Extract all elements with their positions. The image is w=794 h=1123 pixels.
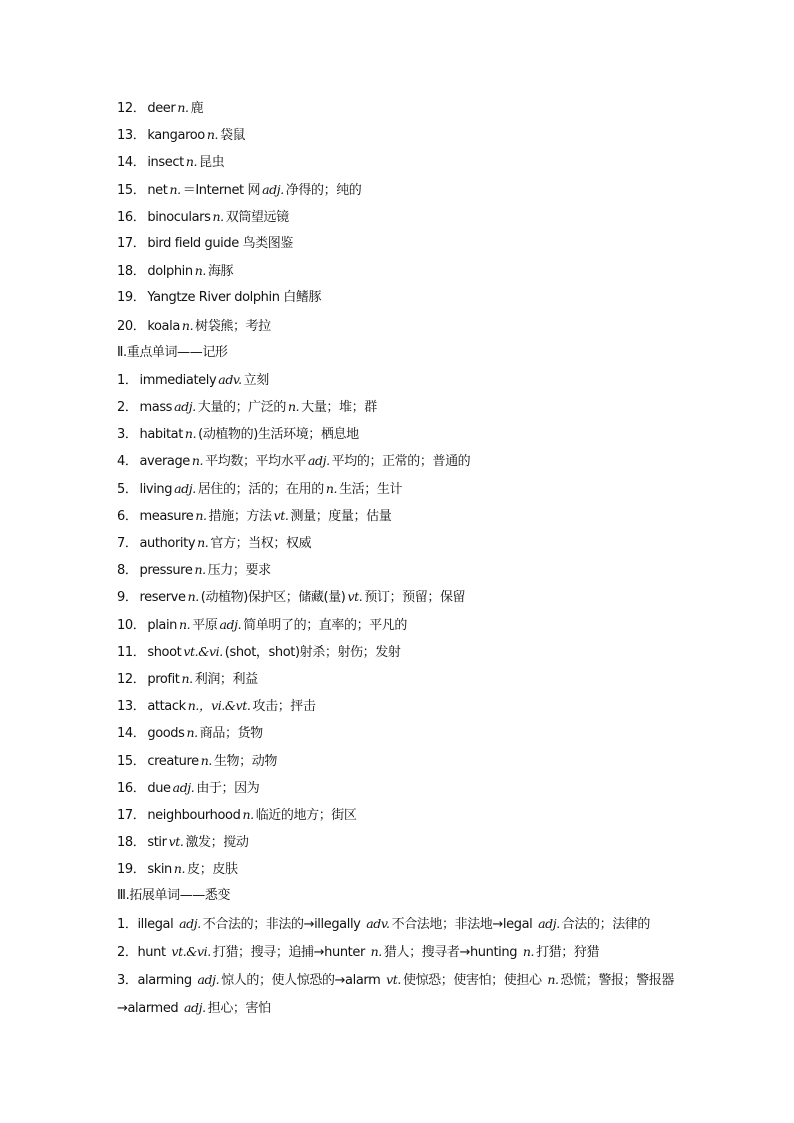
entry-meaning: 大量的；广泛的	[197, 400, 286, 416]
entry-number: 14．	[117, 155, 146, 171]
part-of-speech: vt.	[347, 589, 363, 605]
vocab-entry	[117, 366, 717, 393]
entry-meaning: 平原	[192, 617, 218, 633]
part-of-speech: vt.&vi.	[171, 943, 211, 959]
entry-meaning: 平均的；正常的；普通的	[331, 454, 471, 470]
vocab-entry	[117, 447, 717, 474]
entry-text: 猎人；搜寻者→hunting	[383, 944, 521, 960]
entry-meaning: (动植物)保护区；储藏(量)	[200, 590, 346, 606]
entry-meaning: 官方；当权；权威	[210, 536, 312, 551]
entry-number: 6．	[117, 508, 138, 524]
entry-number: 3．	[117, 427, 138, 443]
part-of-speech: n.	[194, 263, 206, 279]
entry-number: 4．	[117, 454, 138, 470]
vocab-entry	[117, 121, 717, 148]
vocab-entry	[117, 611, 717, 638]
entry-number: 11．	[117, 644, 146, 660]
entry-meaning: 措施；方法	[208, 508, 272, 524]
entry-number: 18．	[117, 835, 146, 851]
entry-meaning: 由于；因为	[196, 780, 260, 796]
vocab-entry	[117, 312, 717, 339]
entry-number: 16．	[117, 209, 146, 225]
entry-word: immediately	[139, 372, 217, 388]
vocab-entry-extended	[117, 966, 717, 1022]
vocab-entry	[117, 502, 717, 529]
entry-meaning: 鹿	[190, 101, 204, 116]
entry-word: deer	[147, 101, 176, 116]
part-of-speech: n.	[181, 670, 193, 686]
entry-text: 1．illegal	[117, 916, 178, 932]
entry-text: 不合法地；非法地→legal	[391, 916, 537, 932]
part-of-speech: adj.	[174, 480, 196, 496]
entry-text: 不合法的；非法的→illegally	[202, 916, 365, 932]
entry-number: 15．	[117, 182, 146, 198]
entry-number: 16．	[117, 780, 146, 796]
entry-meaning: 攻击；抨击	[252, 699, 316, 715]
entry-word: stir	[147, 835, 167, 851]
entry-word: kangaroo	[147, 128, 205, 144]
entry-number: 19．	[117, 862, 146, 878]
part-of-speech: n.	[522, 943, 535, 959]
entry-text: 惊人的；使人惊恐的→alarm	[221, 973, 385, 989]
part-of-speech: n.	[287, 399, 300, 415]
part-of-speech: adj.	[172, 779, 195, 795]
part-of-speech: n.	[325, 480, 338, 496]
part-of-speech: n.	[173, 861, 186, 877]
part-of-speech: n.	[547, 972, 559, 988]
entry-word: plain	[147, 617, 178, 633]
vocab-entry	[117, 638, 717, 665]
vocab-entry	[117, 747, 717, 774]
vocab-entry	[117, 556, 717, 583]
entry-meaning: (shot，shot)射杀；射伤；发射	[224, 644, 401, 660]
vocab-entry	[117, 94, 717, 121]
vocab-entry	[117, 719, 717, 746]
section-heading-extended-words: Ⅲ.拓展单词——悉变	[117, 888, 231, 904]
part-of-speech: n.	[181, 317, 194, 333]
entry-number: 1．	[117, 372, 138, 388]
vocab-entry	[117, 176, 717, 203]
entry-word: dolphin	[147, 264, 193, 280]
entry-meaning: 昆虫	[199, 155, 225, 171]
entry-meaning: 生物；动物	[213, 753, 277, 769]
vocab-entry	[117, 583, 717, 610]
entry-number: 12．	[117, 671, 146, 687]
entry-word: reserve	[139, 590, 186, 606]
part-of-speech: n.	[177, 100, 189, 115]
entry-meaning: 树袋熊；考拉	[195, 318, 271, 334]
vocab-entry	[117, 284, 717, 311]
section-heading-key-words: Ⅱ.重点单词——记形	[117, 344, 228, 360]
vocab-entry	[117, 529, 717, 556]
vocabulary-list-key-words	[117, 366, 717, 883]
entry-word: living	[139, 481, 173, 497]
entry-word: creature	[147, 753, 199, 769]
entry-word: skin	[147, 862, 172, 878]
vocabulary-list-part1	[117, 94, 717, 339]
part-of-speech: n.	[187, 589, 199, 605]
part-of-speech: n.	[370, 943, 382, 959]
vocab-entry-extended	[117, 938, 717, 966]
vocab-entry	[117, 230, 717, 257]
entry-meaning: ＝Internet 网	[182, 182, 261, 198]
entry-word: attack	[147, 699, 186, 715]
entry-meaning: 利润；利益	[194, 671, 258, 687]
document-body	[117, 94, 717, 1022]
vocab-entry-extended	[117, 910, 717, 938]
entry-number: 19．	[117, 290, 146, 306]
part-of-speech: n.	[169, 181, 181, 197]
part-of-speech: n.	[212, 208, 224, 224]
part-of-speech: n.	[191, 453, 204, 469]
entry-number: 13．	[117, 128, 146, 144]
entry-text: 恐慌；警报；警报器→alarmed	[117, 973, 674, 1017]
vocab-entry	[117, 203, 717, 230]
part-of-speech: adj.	[307, 453, 330, 469]
vocab-entry	[117, 257, 717, 284]
entry-word: net	[147, 182, 168, 198]
entry-word: habitat	[139, 427, 183, 443]
entry-meaning: 预订；预留；保留	[364, 590, 466, 606]
part-of-speech: adj.	[538, 915, 560, 931]
entry-number: 14．	[117, 726, 146, 742]
part-of-speech: vt.	[386, 972, 401, 988]
entry-number: 13．	[117, 699, 146, 715]
entry-word: profit	[147, 671, 180, 687]
entry-meaning: 净得的；纯的	[285, 182, 362, 198]
entry-meaning: 立刻	[243, 372, 269, 388]
entry-word: koala	[147, 318, 180, 334]
entry-word: shoot	[147, 644, 182, 660]
entry-meaning: 压力；要求	[207, 563, 271, 579]
entry-text: 担心；害怕	[207, 1001, 271, 1017]
entry-meaning: 海豚	[207, 264, 234, 280]
part-of-speech: adj.	[219, 616, 242, 632]
entry-word: goods	[147, 726, 185, 742]
part-of-speech: adj.	[184, 1000, 206, 1016]
entry-meaning: 商品；货物	[199, 726, 263, 742]
entry-word: bird field guide 鸟类图鉴	[147, 235, 293, 251]
entry-meaning: 测量；度量；估量	[290, 508, 392, 524]
entry-word: mass	[139, 400, 173, 416]
entry-number: 10．	[117, 617, 146, 633]
entry-text: 使惊恐；使害怕；使担心	[402, 973, 546, 989]
vocab-entry	[117, 420, 717, 447]
part-of-speech: n.，vi.&vt.	[187, 698, 251, 714]
entry-word: average	[139, 454, 190, 470]
entry-number: 20．	[117, 318, 146, 334]
entry-number: 2．	[117, 400, 138, 416]
entry-number: 5．	[117, 481, 138, 497]
part-of-speech: n.	[242, 806, 254, 822]
part-of-speech: n.	[186, 725, 198, 741]
part-of-speech: n.	[206, 127, 219, 143]
vocab-entry	[117, 393, 717, 420]
vocab-entry	[117, 148, 717, 175]
entry-text: 2．hunt	[117, 944, 170, 960]
vocab-entry	[117, 828, 717, 855]
part-of-speech: vt.&vi.	[183, 643, 223, 659]
part-of-speech: n.	[194, 562, 206, 578]
entry-meaning: 平均数；平均水平	[205, 454, 306, 470]
entry-word: insect	[147, 155, 184, 171]
entry-text: 打猎；搜寻；追捕→hunter	[212, 944, 369, 960]
part-of-speech: adv.	[366, 915, 390, 931]
entry-number: 18．	[117, 264, 146, 280]
vocabulary-list-extended-words	[117, 910, 717, 1023]
entry-meaning: 临近的地方；街区	[255, 807, 357, 823]
vocab-entry	[117, 475, 717, 502]
entry-number: 12．	[117, 101, 146, 116]
entry-meaning: 皮；皮肤	[187, 862, 238, 878]
part-of-speech: adv.	[218, 371, 242, 387]
entry-text: 3．alarming	[117, 973, 196, 989]
part-of-speech: n.	[179, 616, 191, 632]
part-of-speech: adj.	[197, 972, 220, 988]
entry-number: 9．	[117, 590, 138, 606]
part-of-speech: n.	[200, 752, 212, 768]
entry-word: binoculars	[147, 209, 211, 225]
entry-meaning: 大量；堆；群	[301, 400, 377, 416]
part-of-speech: adj.	[179, 915, 201, 931]
entry-meaning: (动植物的)生活环境；栖息地	[198, 427, 359, 443]
entry-word: authority	[139, 536, 196, 551]
vocab-entry	[117, 855, 717, 882]
entry-meaning: 袋鼠	[220, 128, 246, 144]
part-of-speech: n.	[197, 535, 209, 550]
part-of-speech: n.	[185, 154, 198, 170]
entry-word: pressure	[139, 563, 193, 579]
entry-number: 7．	[117, 536, 138, 551]
entry-word: measure	[139, 508, 194, 524]
entry-word: neighbourhood	[147, 807, 241, 823]
entry-number: 15．	[117, 753, 146, 769]
vocab-entry	[117, 692, 717, 719]
part-of-speech: vt.	[273, 507, 289, 523]
entry-word: due	[147, 780, 171, 796]
part-of-speech: adj.	[262, 181, 284, 197]
entry-number: 8．	[117, 563, 138, 579]
part-of-speech: vt.	[168, 834, 184, 850]
part-of-speech: adj.	[174, 399, 196, 415]
entry-meaning: 居住的；活的；在用的	[197, 481, 324, 497]
entry-text: 打猎；狩猎	[536, 944, 600, 960]
vocab-entry	[117, 774, 717, 801]
entry-word: Yangtze River dolphin 白鳍豚	[147, 290, 322, 306]
entry-number: 17．	[117, 807, 146, 823]
part-of-speech: n.	[184, 426, 197, 442]
vocab-entry	[117, 801, 717, 828]
entry-meaning: 激发；搅动	[185, 835, 249, 851]
part-of-speech: n.	[195, 507, 207, 523]
entry-text: 合法的；法律的	[561, 916, 650, 932]
entry-meaning: 双筒望远镜	[225, 209, 289, 225]
entry-number: 17．	[117, 235, 146, 251]
entry-meaning: 简单明了的；直率的；平凡的	[243, 617, 407, 633]
entry-meaning: 生活；生计	[339, 481, 403, 497]
vocab-entry	[117, 665, 717, 692]
